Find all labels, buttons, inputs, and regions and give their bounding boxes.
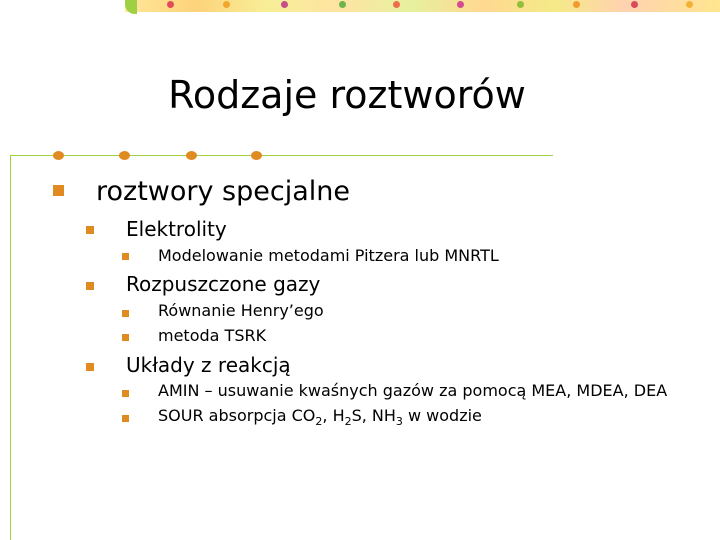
sour-subscript-h2: 2 [344,415,352,428]
decorative-banner [125,0,720,12]
sour-middle-h2s: , H [322,406,345,425]
bullet-icon [53,185,64,196]
sour-middle-nh3: S, NH [351,406,396,425]
main-topic: roztwory specjalne [96,176,350,207]
bullet-icon [122,334,129,341]
bullet-icon [86,363,94,371]
banner-dot [167,1,174,8]
subitem-amin: AMIN – usuwanie kwaśnych gazów za pomocą MEA, MDEA, DEA [158,381,668,400]
title-divider [10,155,553,156]
bullet-icon [86,282,94,290]
sour-suffix: w wodzie [402,406,482,425]
slide-title: Rodzaje roztworów [168,73,526,117]
banner-dot [686,1,693,8]
divider-dot [251,151,262,160]
subitem-henry: Równanie Henry’ego [158,301,324,320]
bullet-icon [122,310,129,317]
topic-elektrolity: Elektrolity [126,217,227,241]
subitem-modelowanie: Modelowanie metodami Pitzera lub MNRTL [158,246,499,265]
bullet-icon [86,226,94,234]
sour-prefix: SOUR absorpcja CO [158,406,316,425]
bullet-icon [122,415,129,422]
banner-dot [339,1,346,8]
sour-subscript-nh3: 3 [395,415,403,428]
left-margin-line [10,155,11,540]
divider-dot [119,151,130,160]
bullet-icon [122,390,129,397]
subitem-sour [158,406,482,428]
divider-dot [53,151,64,160]
topic-reakcje: Układy z reakcją [126,353,291,377]
banner-dot [393,1,400,8]
topic-gazy: Rozpuszczone gazy [126,272,321,296]
subitem-tsrk: metoda TSRK [158,326,267,345]
divider-dot [186,151,197,160]
banner-dot [223,1,230,8]
banner-dot [457,1,464,8]
bullet-icon [122,253,129,260]
banner-dot [631,1,638,8]
sour-subscript-co2: 2 [315,415,323,428]
banner-dot [281,1,288,8]
banner-dot [517,1,524,8]
banner-dot [573,1,580,8]
